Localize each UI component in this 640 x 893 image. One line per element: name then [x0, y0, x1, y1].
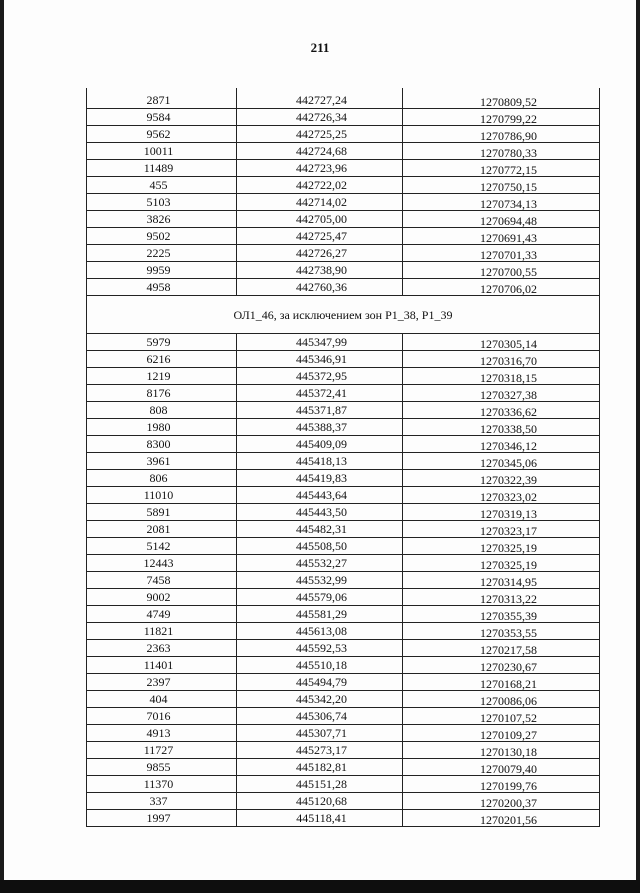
y-coordinate-cell: 1270799,22 [402, 109, 600, 125]
point-number-cell: 9002 [86, 589, 236, 605]
coordinates-table [86, 88, 600, 827]
x-coordinate-cell: 445371,87 [236, 402, 402, 418]
x-coordinate-cell: 442726,34 [236, 109, 402, 125]
table-row [86, 657, 600, 674]
x-coordinate-cell: 445579,06 [236, 589, 402, 605]
x-coordinate-cell: 445388,37 [236, 419, 402, 435]
table-row [86, 385, 600, 402]
x-coordinate-cell: 445482,31 [236, 521, 402, 537]
y-coordinate-cell: 1270694,48 [402, 211, 600, 227]
x-coordinate-cell: 445613,08 [236, 623, 402, 639]
y-coordinate-cell: 1270313,22 [402, 589, 600, 605]
y-coordinate-cell: 1270318,15 [402, 368, 600, 384]
table-row [86, 691, 600, 708]
table-row [86, 640, 600, 657]
point-number-cell: 9855 [86, 759, 236, 775]
section-title: ОЛ1_46, за исключением зон Р1_38, Р1_39 [86, 296, 600, 334]
table-row [86, 228, 600, 245]
x-coordinate-cell: 445307,71 [236, 725, 402, 741]
scan-border-bottom [0, 880, 640, 893]
y-coordinate-cell: 1270107,52 [402, 708, 600, 724]
table-group-1 [86, 92, 600, 296]
y-coordinate-cell: 1270319,13 [402, 504, 600, 520]
x-coordinate-cell: 445346,91 [236, 351, 402, 367]
y-coordinate-cell: 1270200,37 [402, 793, 600, 809]
y-coordinate-cell: 1270734,13 [402, 194, 600, 210]
point-number-cell: 1980 [86, 419, 236, 435]
point-number-cell: 6216 [86, 351, 236, 367]
table-group-2 [86, 334, 600, 827]
page-number: 211 [310, 40, 330, 55]
y-coordinate-cell: 1270772,15 [402, 160, 600, 176]
y-coordinate-cell: 1270701,33 [402, 245, 600, 261]
table-row [86, 538, 600, 555]
x-coordinate-cell: 445306,74 [236, 708, 402, 724]
point-number-cell: 10011 [86, 143, 236, 159]
table-row [86, 623, 600, 640]
point-number-cell: 9562 [86, 126, 236, 142]
x-coordinate-cell: 445273,17 [236, 742, 402, 758]
y-coordinate-cell: 1270217,58 [402, 640, 600, 656]
table-row [86, 572, 600, 589]
table-row [86, 487, 600, 504]
y-coordinate-cell: 1270706,02 [402, 279, 600, 295]
y-coordinate-cell: 1270809,52 [402, 92, 600, 108]
table-row [86, 194, 600, 211]
y-coordinate-cell: 1270325,19 [402, 538, 600, 554]
point-number-cell: 5891 [86, 504, 236, 520]
table-row [86, 810, 600, 827]
x-coordinate-cell: 445494,79 [236, 674, 402, 690]
x-coordinate-cell: 445409,09 [236, 436, 402, 452]
point-number-cell: 11727 [86, 742, 236, 758]
y-coordinate-cell: 1270323,02 [402, 487, 600, 503]
y-coordinate-cell: 1270780,33 [402, 143, 600, 159]
point-number-cell: 12443 [86, 555, 236, 571]
table-row [86, 245, 600, 262]
table-row [86, 504, 600, 521]
x-coordinate-cell: 445342,20 [236, 691, 402, 707]
x-coordinate-cell: 445592,53 [236, 640, 402, 656]
point-number-cell: 9502 [86, 228, 236, 244]
y-coordinate-cell: 1270130,18 [402, 742, 600, 758]
y-coordinate-cell: 1270314,95 [402, 572, 600, 588]
point-number-cell: 11010 [86, 487, 236, 503]
point-number-cell: 2363 [86, 640, 236, 656]
point-number-cell: 11370 [86, 776, 236, 792]
table-row [86, 470, 600, 487]
x-coordinate-cell: 445418,13 [236, 453, 402, 469]
y-coordinate-cell: 1270691,43 [402, 228, 600, 244]
table-row [86, 759, 600, 776]
x-coordinate-cell: 442714,02 [236, 194, 402, 210]
y-coordinate-cell: 1270346,12 [402, 436, 600, 452]
y-coordinate-cell: 1270338,50 [402, 419, 600, 435]
x-coordinate-cell: 442727,24 [236, 92, 402, 108]
point-number-cell: 4958 [86, 279, 236, 295]
point-number-cell: 5103 [86, 194, 236, 210]
point-number-cell: 1219 [86, 368, 236, 384]
table-row [86, 436, 600, 453]
y-coordinate-cell: 1270700,55 [402, 262, 600, 278]
point-number-cell: 4749 [86, 606, 236, 622]
y-coordinate-cell: 1270079,40 [402, 759, 600, 775]
x-coordinate-cell: 442723,96 [236, 160, 402, 176]
point-number-cell: 1997 [86, 810, 236, 826]
x-coordinate-cell: 445118,41 [236, 810, 402, 826]
x-coordinate-cell: 445532,27 [236, 555, 402, 571]
table-row [86, 674, 600, 691]
scan-border-right [636, 0, 640, 893]
y-coordinate-cell: 1270327,38 [402, 385, 600, 401]
point-number-cell: 2871 [86, 92, 236, 108]
table-row [86, 419, 600, 436]
point-number-cell: 455 [86, 177, 236, 193]
point-number-cell: 9584 [86, 109, 236, 125]
point-number-cell: 337 [86, 793, 236, 809]
point-number-cell: 4913 [86, 725, 236, 741]
x-coordinate-cell: 445581,29 [236, 606, 402, 622]
x-coordinate-cell: 445419,83 [236, 470, 402, 486]
x-coordinate-cell: 445532,99 [236, 572, 402, 588]
table-row [86, 589, 600, 606]
point-number-cell: 5979 [86, 334, 236, 350]
point-number-cell: 3961 [86, 453, 236, 469]
table-row [86, 725, 600, 742]
table-row [86, 109, 600, 126]
y-coordinate-cell: 1270786,90 [402, 126, 600, 142]
table-row [86, 776, 600, 793]
table-row [86, 402, 600, 419]
y-coordinate-cell: 1270325,19 [402, 555, 600, 571]
point-number-cell: 404 [86, 691, 236, 707]
table-row [86, 793, 600, 810]
point-number-cell: 808 [86, 402, 236, 418]
x-coordinate-cell: 445372,95 [236, 368, 402, 384]
table-row [86, 177, 600, 194]
table-row [86, 160, 600, 177]
table-row [86, 92, 600, 109]
x-coordinate-cell: 445510,18 [236, 657, 402, 673]
y-coordinate-cell: 1270345,06 [402, 453, 600, 469]
x-coordinate-cell: 442725,47 [236, 228, 402, 244]
y-coordinate-cell: 1270168,21 [402, 674, 600, 690]
point-number-cell: 2397 [86, 674, 236, 690]
table-row [86, 742, 600, 759]
table-row [86, 453, 600, 470]
x-coordinate-cell: 442705,00 [236, 211, 402, 227]
table-row [86, 708, 600, 725]
point-number-cell: 11489 [86, 160, 236, 176]
y-coordinate-cell: 1270322,39 [402, 470, 600, 486]
x-coordinate-cell: 442725,25 [236, 126, 402, 142]
y-coordinate-cell: 1270199,76 [402, 776, 600, 792]
y-coordinate-cell: 1270355,39 [402, 606, 600, 622]
point-number-cell: 2225 [86, 245, 236, 261]
y-coordinate-cell: 1270750,15 [402, 177, 600, 193]
point-number-cell: 7016 [86, 708, 236, 724]
x-coordinate-cell: 445151,28 [236, 776, 402, 792]
point-number-cell: 806 [86, 470, 236, 486]
table-row [86, 126, 600, 143]
x-coordinate-cell: 445182,81 [236, 759, 402, 775]
table-row [86, 351, 600, 368]
point-number-cell: 9959 [86, 262, 236, 278]
y-coordinate-cell: 1270336,62 [402, 402, 600, 418]
point-number-cell: 11821 [86, 623, 236, 639]
y-coordinate-cell: 1270201,56 [402, 810, 600, 826]
scan-border-left [0, 0, 4, 893]
table-row [86, 521, 600, 538]
x-coordinate-cell: 442726,27 [236, 245, 402, 261]
x-coordinate-cell: 445443,50 [236, 504, 402, 520]
x-coordinate-cell: 442760,36 [236, 279, 402, 295]
x-coordinate-cell: 442724,68 [236, 143, 402, 159]
y-coordinate-cell: 1270086,06 [402, 691, 600, 707]
y-coordinate-cell: 1270316,70 [402, 351, 600, 367]
table-row [86, 279, 600, 296]
x-coordinate-cell: 445508,50 [236, 538, 402, 554]
y-coordinate-cell: 1270323,17 [402, 521, 600, 537]
y-coordinate-cell: 1270230,67 [402, 657, 600, 673]
point-number-cell: 8176 [86, 385, 236, 401]
x-coordinate-cell: 445372,41 [236, 385, 402, 401]
y-coordinate-cell: 1270109,27 [402, 725, 600, 741]
table-row [86, 143, 600, 160]
point-number-cell: 11401 [86, 657, 236, 673]
table-row [86, 555, 600, 572]
table-row [86, 211, 600, 228]
table-row [86, 606, 600, 623]
point-number-cell: 8300 [86, 436, 236, 452]
table-row [86, 368, 600, 385]
table-row [86, 262, 600, 279]
point-number-cell: 7458 [86, 572, 236, 588]
point-number-cell: 3826 [86, 211, 236, 227]
x-coordinate-cell: 445443,64 [236, 487, 402, 503]
x-coordinate-cell: 445120,68 [236, 793, 402, 809]
y-coordinate-cell: 1270353,55 [402, 623, 600, 639]
x-coordinate-cell: 442722,02 [236, 177, 402, 193]
point-number-cell: 2081 [86, 521, 236, 537]
x-coordinate-cell: 442738,90 [236, 262, 402, 278]
table-row [86, 334, 600, 351]
x-coordinate-cell: 445347,99 [236, 334, 402, 350]
point-number-cell: 5142 [86, 538, 236, 554]
y-coordinate-cell: 1270305,14 [402, 334, 600, 350]
